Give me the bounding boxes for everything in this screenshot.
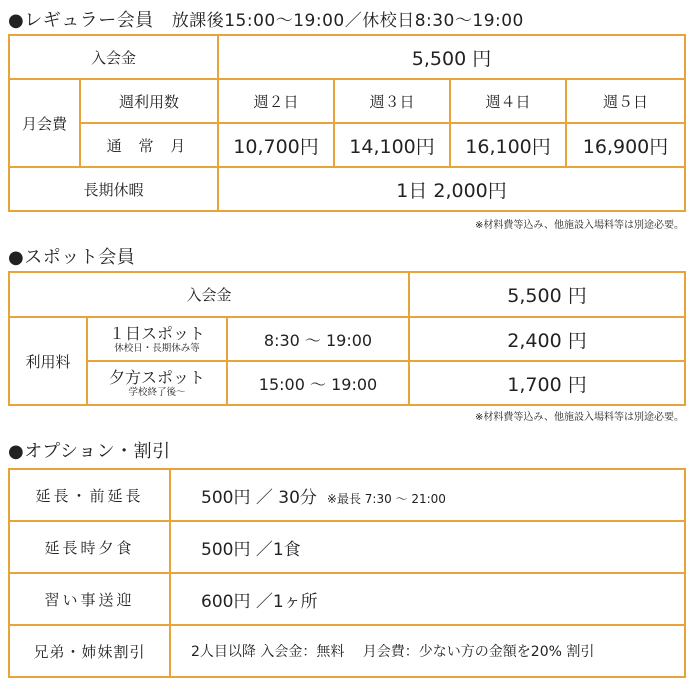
spot-row bbox=[87, 361, 227, 405]
option-value bbox=[170, 469, 685, 521]
days-3: 週３日 bbox=[334, 79, 450, 123]
spot-name: 夕方スポット bbox=[108, 368, 205, 387]
regular-hours: 放課後15:00～19:00／休校日8:30～19:00 bbox=[171, 11, 524, 31]
options-heading: ●オプション・割引 bbox=[8, 441, 171, 462]
spot-sub: 休校日・長期休み等 bbox=[114, 343, 200, 354]
option-price: 500円 ／ 30分 bbox=[201, 487, 317, 508]
spot-row bbox=[87, 317, 227, 361]
monthly-fee-label: 月会費 bbox=[9, 79, 80, 167]
spot-price: 2,400 円 bbox=[409, 317, 685, 361]
option-label: 習い事送迎 bbox=[9, 573, 170, 625]
spot-entrance-label: 入会金 bbox=[9, 272, 409, 317]
normal-month-label: 通 常 月 bbox=[80, 123, 218, 167]
option-value: 500円 ／1食 bbox=[170, 521, 685, 573]
price-5-days: 16,900円 bbox=[566, 123, 685, 167]
options-table bbox=[8, 468, 686, 678]
spot-time: 8:30 ～ 19:00 bbox=[227, 317, 409, 361]
regular-note: ※材料費等込み、他施設入場料等は別途必要。 bbox=[475, 220, 684, 231]
price-2-days: 10,700円 bbox=[218, 123, 334, 167]
regular-entrance-label: 入会金 bbox=[9, 35, 218, 79]
regular-table bbox=[8, 34, 686, 212]
option-label: 延長時夕食 bbox=[9, 521, 170, 573]
spot-price: 1,700 円 bbox=[409, 361, 685, 405]
days-2: 週２日 bbox=[218, 79, 334, 123]
spot-name: １日スポット bbox=[108, 324, 205, 343]
price-4-days: 16,100円 bbox=[450, 123, 566, 167]
spot-entrance-value: 5,500 円 bbox=[409, 272, 685, 317]
days-5: 週５日 bbox=[566, 79, 685, 123]
regular-entrance-value: 5,500 円 bbox=[218, 35, 685, 79]
spot-time: 15:00 ～ 19:00 bbox=[227, 361, 409, 405]
price-3-days: 14,100円 bbox=[334, 123, 450, 167]
option-label: 兄弟・姉妹割引 bbox=[9, 625, 170, 677]
usage-fee-label: 利用料 bbox=[9, 317, 87, 405]
option-value: 600円 ／1ヶ所 bbox=[170, 573, 685, 625]
regular-title: ●レギュラー会員 bbox=[8, 10, 154, 31]
regular-heading bbox=[8, 6, 524, 32]
days-per-week-label: 週利用数 bbox=[80, 79, 218, 123]
option-label: 延長・前延長 bbox=[9, 469, 170, 521]
option-value: 2人目以降 入会金：無料 月会費：少ない方の金額を20% 割引 bbox=[170, 625, 685, 677]
spot-table bbox=[8, 271, 686, 406]
option-note: ※最長 7:30 ～ 21:00 bbox=[326, 491, 446, 506]
long-holiday-label: 長期休暇 bbox=[9, 167, 218, 211]
days-4: 週４日 bbox=[450, 79, 566, 123]
spot-heading: ●スポット会員 bbox=[8, 247, 136, 268]
spot-note: ※材料費等込み、他施設入場料等は別途必要。 bbox=[475, 412, 684, 423]
long-holiday-value: 1日 2,000円 bbox=[218, 167, 685, 211]
spot-sub: 学校終了後～ bbox=[128, 387, 186, 398]
